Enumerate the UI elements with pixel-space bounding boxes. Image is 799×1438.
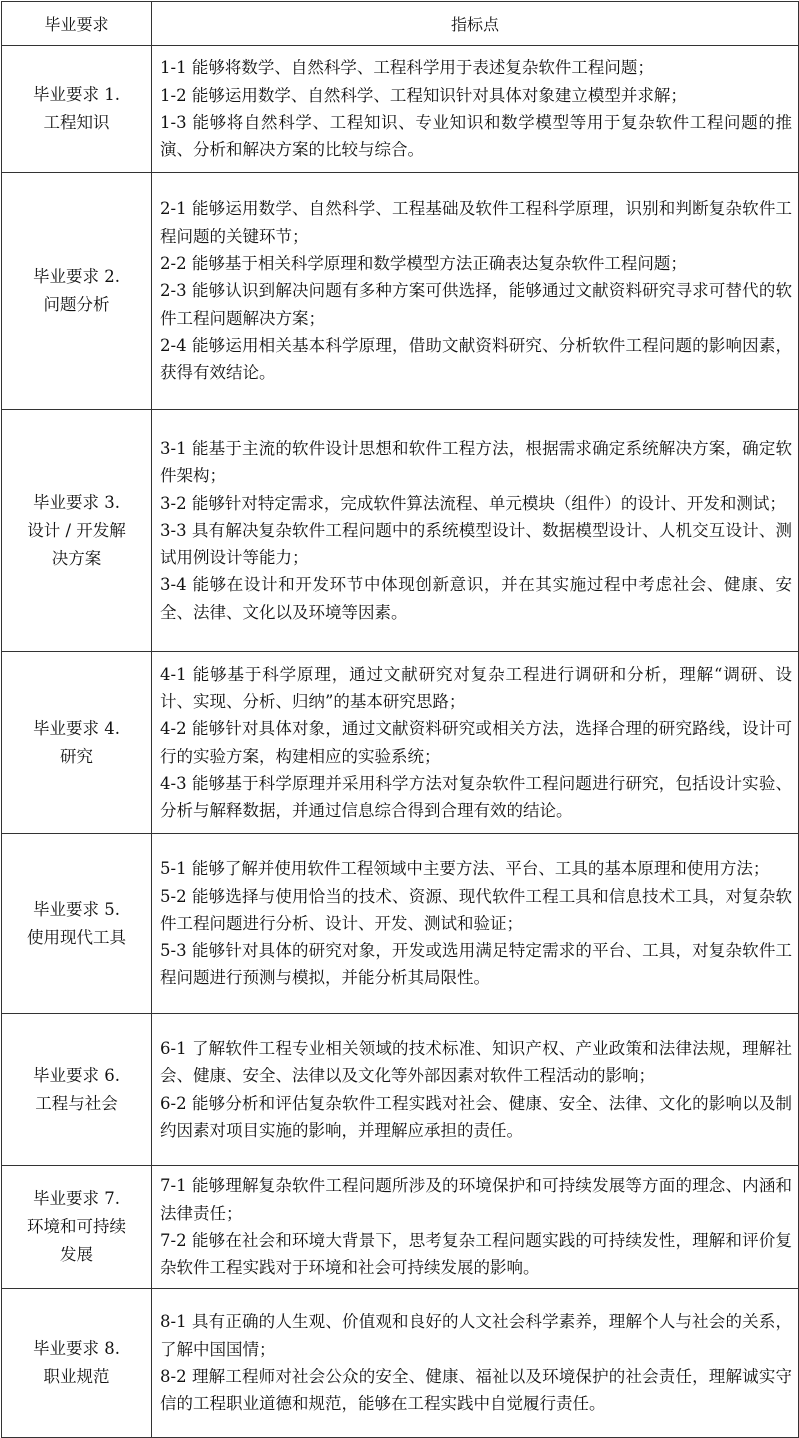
requirement-cell xyxy=(2,410,152,652)
requirement-title: 研究 xyxy=(60,746,93,766)
table-row xyxy=(2,1166,799,1289)
header-requirement: 毕业要求 xyxy=(2,2,152,46)
requirement-title: 工程与社会 xyxy=(35,1093,118,1113)
indicator-point: 2-2 能够基于相关科学原理和数学模型方法正确表达复杂软件工程问题； xyxy=(160,254,687,274)
requirement-title: 环境和可持续 xyxy=(27,1217,126,1236)
indicator-cell xyxy=(152,173,799,410)
indicator-point: 2-1 能够运用数学、自然科学、工程基础及软件工程科学原理，识别和判断复杂软件工程问题的关键环节； xyxy=(160,199,792,246)
table-row xyxy=(2,834,799,1014)
requirement-number: 毕业要求 2. xyxy=(33,267,120,286)
requirement-title: 职业规范 xyxy=(43,1367,110,1386)
requirements-table xyxy=(1,1,799,1438)
table-row xyxy=(2,173,799,410)
indicator-point: 6-2 能够分析和评估复杂软件工程实践对社会、健康、安全、法律、文化的影响以及制约因素对项目实施的影响，并理解应承担的责任。 xyxy=(160,1093,792,1140)
indicator-cell xyxy=(152,1166,799,1289)
indicator-point: 3-2 能够针对特定需求，完成软件算法流程、单元模块（组件）的设计、开发和测试； xyxy=(160,493,786,513)
indicator-point: 5-2 能够选择与使用恰当的技术、资源、现代软件工程工具和信息技术工具，对复杂软件工程问题进行分析、设计、开发、测试和验证； xyxy=(160,886,792,933)
requirement-title: 使用现代工具 xyxy=(27,927,126,947)
indicator-point: 5-1 能够了解并使用软件工程领域中主要方法、平台、工具的基本原理和使用方法； xyxy=(160,859,770,879)
indicator-point: 6-1 了解软件工程专业相关领域的技术标准、知识产权、产业政策和法律法规，理解社会、健康、安全、法律以及文化等外部因素对软件工程活动的影响； xyxy=(160,1038,792,1086)
requirement-title-cont: 发展 xyxy=(60,1245,93,1264)
header-row xyxy=(2,2,799,46)
indicator-cell xyxy=(152,1014,799,1166)
indicator-point: 3-4 能够在设计和开发环节中体现创新意识，并在其实施过程中考虑社会、健康、安全、法律、文化以及环境等因素。 xyxy=(160,575,792,622)
requirement-title-cont: 决方案 xyxy=(51,548,102,568)
requirement-number: 毕业要求 7. xyxy=(33,1189,120,1208)
indicator-point: 1-1 能够将数学、自然科学、工程科学用于表述复杂软件工程问题； xyxy=(160,58,654,78)
indicator-point: 8-2 理解工程师对社会公众的安全、健康、福祉以及环境保护的社会责任，理解诚实守信的工程职业道德和规范，能够在工程实践中自觉履行责任。 xyxy=(160,1367,792,1414)
table-row xyxy=(2,410,799,652)
indicator-cell xyxy=(152,652,799,834)
table-row xyxy=(2,652,799,834)
requirement-cell xyxy=(2,1166,152,1289)
requirement-number: 毕业要求 6. xyxy=(33,1065,120,1085)
indicator-cell xyxy=(152,46,799,173)
indicator-point: 7-2 能够在社会和环境大背景下，思考复杂工程问题实践的可持续发性，理解和评价复杂软件工程实践对于环境和社会可持续发展的影响。 xyxy=(160,1231,792,1278)
requirement-title: 工程知识 xyxy=(43,113,110,132)
requirement-title: 问题分析 xyxy=(43,295,110,314)
indicator-point: 3-3 具有解决复杂软件工程问题中的系统模型设计、数据模型设计、人机交互设计、测试用例设计等能力； xyxy=(160,520,792,568)
requirement-number: 毕业要求 8. xyxy=(33,1339,120,1358)
table-row xyxy=(2,1014,799,1166)
table-row xyxy=(2,1289,799,1438)
indicator-point: 7-1 能够理解复杂软件工程问题所涉及的环境保护和可持续发展等方面的理念、内涵和法律责任； xyxy=(160,1176,792,1223)
indicator-point: 2-3 能够认识到解决问题有多种方案可供选择，能够通过文献资料研究寻求可替代的软件工程问题解决方案； xyxy=(160,281,792,328)
indicator-cell xyxy=(152,410,799,652)
indicator-point: 4-3 能够基于科学原理并采用科学方法对复杂软件工程问题进行研究，包括设计实验、分析与解释数据，并通过信息综合得到合理有效的结论。 xyxy=(160,773,792,821)
requirement-title: 设计 / 开发解 xyxy=(27,520,126,540)
requirement-number: 毕业要求 4. xyxy=(33,718,120,738)
requirement-cell xyxy=(2,652,152,834)
indicator-point: 2-4 能够运用相关基本科学原理，借助文献资料研究、分析软件工程问题的影响因素，获得有效结论。 xyxy=(160,335,792,383)
indicator-point: 5-3 能够针对具体的研究对象，开发或选用满足特定需求的平台、工具，对复杂软件工程问题进行预测与模拟，并能分析其局限性。 xyxy=(160,941,792,988)
requirement-cell xyxy=(2,1289,152,1438)
indicator-cell xyxy=(152,834,799,1014)
table-row xyxy=(2,46,799,173)
requirement-number: 毕业要求 1. xyxy=(33,85,120,104)
requirement-cell xyxy=(2,834,152,1014)
indicator-point: 8-1 具有正确的人生观、价值观和良好的人文社会科学素养，理解个人与社会的关系，了解中国国情； xyxy=(160,1312,792,1359)
indicator-point: 3-1 能基于主流的软件设计思想和软件工程方法，根据需求确定系统解决方案，确定软件架构； xyxy=(160,438,792,486)
header-indicators: 指标点 xyxy=(152,2,799,46)
indicator-point: 1-3 能够将自然科学、工程知识、专业知识和数学模型等用于复杂软件工程问题的推演、分析和解决方案的比较与综合。 xyxy=(160,113,792,160)
indicator-point: 4-2 能够针对具体对象，通过文献资料研究或相关方法，选择合理的研究路线，设计可行的实验方案，构建相应的实验系统； xyxy=(160,719,792,766)
requirement-number: 毕业要求 5. xyxy=(33,899,120,919)
requirement-cell xyxy=(2,173,152,410)
requirement-cell xyxy=(2,46,152,173)
indicator-cell xyxy=(152,1289,799,1438)
requirement-number: 毕业要求 3. xyxy=(33,492,120,512)
indicator-point: 4-1 能够基于科学原理，通过文献研究对复杂工程进行调研和分析，理解“调研、设计、实现、分析、归纳”的基本研究思路； xyxy=(160,664,792,711)
indicator-point: 1-2 能够运用数学、自然科学、工程知识针对具体对象建立模型并求解； xyxy=(160,85,687,105)
requirement-cell xyxy=(2,1014,152,1166)
